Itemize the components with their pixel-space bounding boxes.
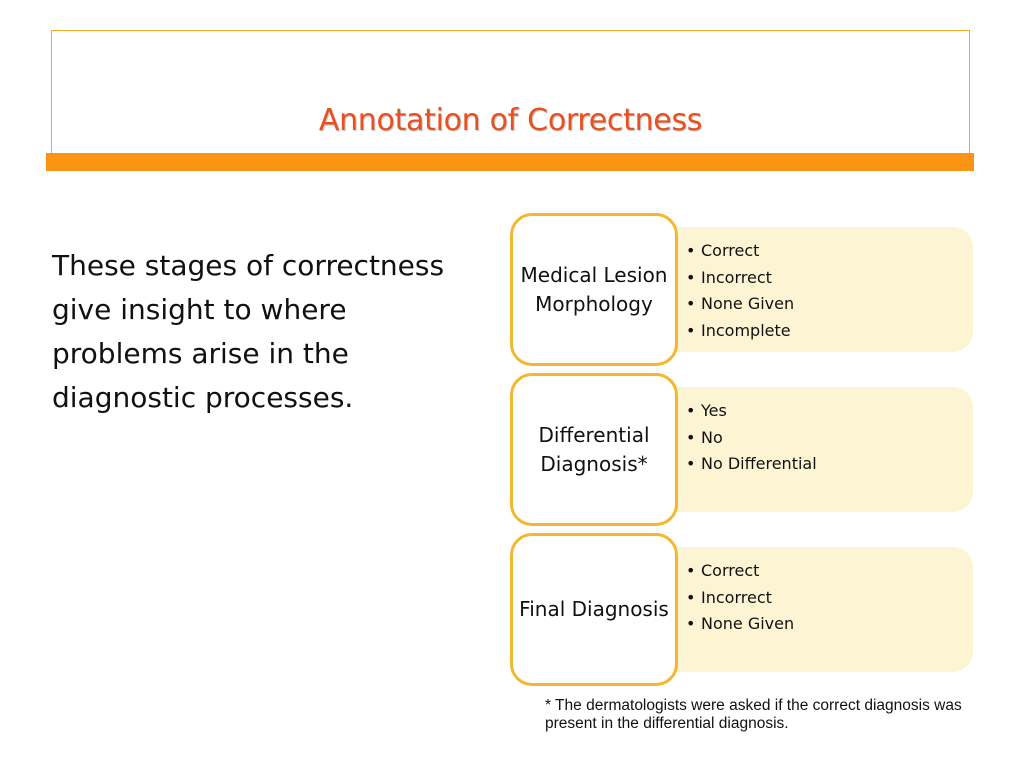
stage-label: Final Diagnosis — [519, 597, 669, 622]
slide-title: Annotation of Correctness — [318, 103, 703, 138]
stage-row-final — [510, 533, 975, 686]
bullet-item: • Yes — [686, 398, 817, 425]
stage-box — [510, 213, 678, 366]
bullet-list — [686, 398, 817, 478]
bullet-item: • No Differential — [686, 451, 817, 478]
stage-box — [510, 533, 678, 686]
title-box — [51, 30, 970, 153]
bullets-panel — [660, 387, 973, 512]
stage-label: Differential Diagnosis* — [538, 423, 650, 476]
bullet-item: • Correct — [686, 558, 794, 585]
bullets-panel — [660, 227, 973, 352]
stage-label: Medical Lesion Morphology — [520, 263, 668, 316]
bullet-item: • None Given — [686, 291, 794, 318]
stage-box — [510, 373, 678, 526]
bullet-item: • No — [686, 425, 817, 452]
title-accent-bar — [46, 153, 974, 171]
bullet-item: • Incorrect — [686, 585, 794, 612]
bullet-item: • None Given — [686, 611, 794, 638]
bullets-panel — [660, 547, 973, 672]
bullet-list — [686, 238, 794, 344]
stage-row-differential — [510, 373, 975, 526]
stage-row-morphology — [510, 213, 975, 366]
bullet-item: • Correct — [686, 238, 794, 265]
body-text: These stages of correctness give insight to where problems arise in the diagnostic processes. — [52, 249, 445, 414]
bullet-item: • Incorrect — [686, 265, 794, 292]
bullet-item: • Incomplete — [686, 318, 794, 345]
footnote: * The dermatologists were asked if the correct diagnosis was present in the differential diagnosis. — [545, 697, 962, 732]
bullet-list — [686, 558, 794, 638]
